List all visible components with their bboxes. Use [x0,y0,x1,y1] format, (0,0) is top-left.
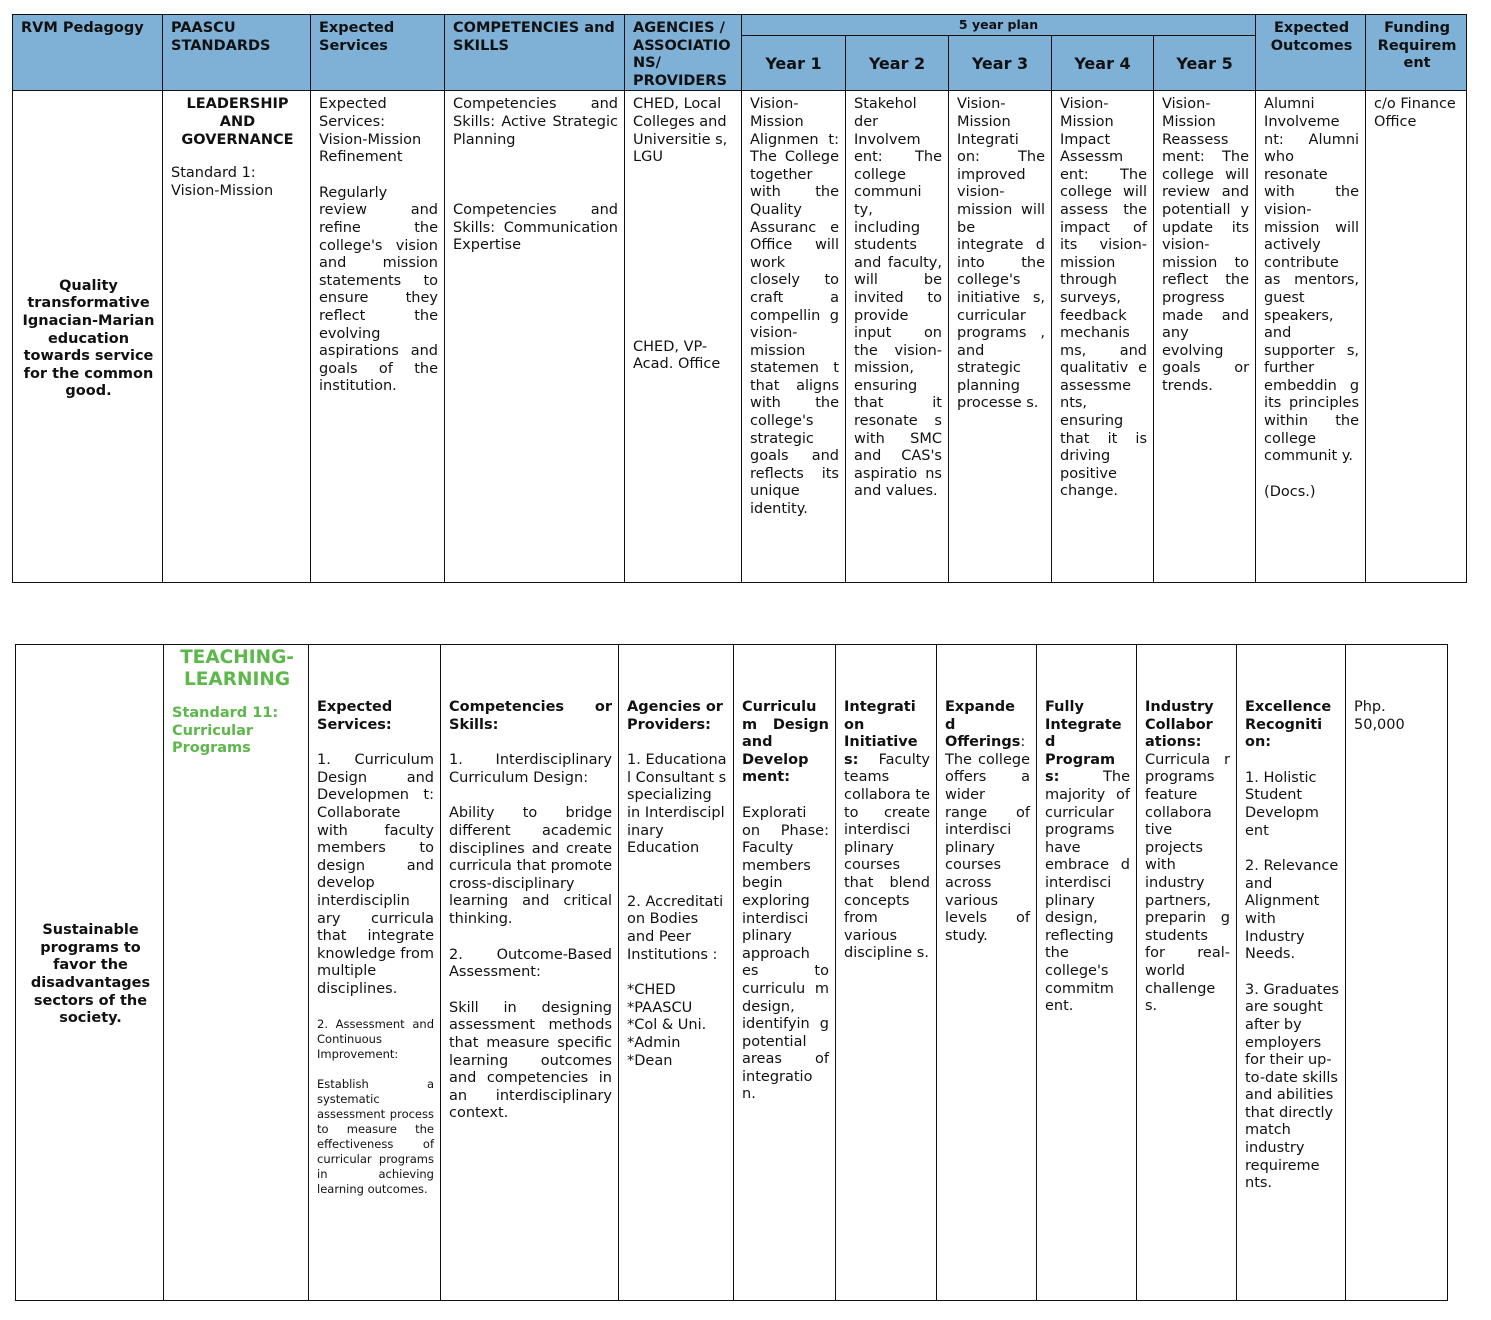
competency-1-desc: Ability to bridge different academic disciplines and create curricula that promote cross-disciplinary learning and critical thinking. [449,805,612,927]
competencies-cell [441,645,619,1301]
funding-cell: c/o Finance Office [1366,91,1467,583]
expected-services-cell [311,91,445,583]
header-5-year-plan: 5 year plan [742,15,1256,36]
header-year-2: Year 2 [846,36,949,91]
agencies-cell [619,645,734,1301]
year-3-heading: Expande d Offerings [945,699,1021,751]
rvm-pedagogy-cell: Quality transformative Ignacian-Marian education towards service for the common good. [13,91,163,583]
header-services: Expected Services [311,15,445,91]
year-5-heading: Industry Collabor ations: [1145,699,1214,751]
outcome-3: 3. Graduates are sought after by employers for their up-to-date skills and abilities that directly match industry requireme nts. [1245,981,1339,1192]
outcomes-heading: Excellence Recogniti on: [1245,699,1332,751]
year-4-cell: Vision-Mission Impact Assessm ent: The college will assess the impact of its vision-mission through surveys, feedback mechanis ms, and qualitativ e assessme nts, ensuring that it is driving positive change. [1052,91,1154,583]
services-heading: Expected Services: [317,699,393,733]
standard-subtitle: Standard 11: Curricular Programs [172,705,279,757]
services-item-1: 1. Curriculum Design and Developmen t: Collaborate with faculty members to design and develop interdisciplin ary curricula that integrate knowledge from multiple disciplines. [317,752,434,997]
year-3-cell [937,645,1037,1301]
funding-cell: Php. 50,000 [1346,645,1448,1301]
year-4-body: The majority of curricular programs have embrace d interdisci plinary design, reflecting the college's commitm ent. [1045,769,1130,1015]
rvm-pedagogy-cell: Sustainable programs to favor the disadvantages sectors of the society. [16,645,164,1301]
standard-title: TEACHING-LEARNING [180,647,294,690]
header-rvm: RVM Pedagogy [13,15,163,91]
header-competencies: COMPETENCIES and SKILLS [445,15,625,91]
header-year-3: Year 3 [949,36,1052,91]
paascu-standard-cell [163,91,311,583]
header-agencies: AGENCIES / ASSOCIATIO NS/ PROVIDERS [625,15,742,91]
competency-1: Competencies and Skills: Active Strategic Planning [453,96,618,148]
agencies-item-2: 2. Accreditati on Bodies and Peer Institutions : [627,893,724,963]
header-funding: Funding Requirem ent [1366,15,1467,91]
header-year-4: Year 4 [1052,36,1154,91]
agencies-heading: Agencies or Providers: [627,699,723,733]
year-4-heading: Fully Integrate d Program s: [1045,699,1122,786]
expected-services-cell [309,645,441,1301]
year-1-body: Explorati on Phase: Faculty members begin exploring interdisci plinary approach es to curriculu m design, identifyin g potential areas of integratio n. [742,804,829,1103]
outcomes-text: Alumni Involveme nt: Alumni who resonate with the vision-mission will actively contribute as mentors, guest speakers, and supporter s, further embeddin g its principles within the college communit y. [1264,96,1360,465]
plan-table-teaching [15,644,1448,1301]
agencies-list: *CHED *PAASCU *Col & Uni. *Admin *Dean [627,982,707,1069]
year-1-cell [734,645,836,1301]
competency-2: Competencies and Skills: Communication Expertise [453,202,618,254]
year-3-body: : The college offers a wider range of interdisci plinary courses across various levels of study. [945,734,1030,944]
agencies-item-1: 1. Educationa l Consultant s specializing in Interdiscipl inary Education [627,752,727,857]
outcome-1: 1. Holistic Student Developm ent [1245,769,1319,839]
year-5-body: Curricula r programs feature collabora tive projects with industry partners, preparin g students for real-world challenge s. [1145,751,1230,1015]
year-5-cell [1137,645,1237,1301]
expected-outcomes-cell [1237,645,1346,1301]
paascu-standard-cell [164,645,309,1301]
year-2-cell [836,645,937,1301]
year-2-heading: Integrati on Initiative s: [844,699,918,768]
competency-2-title: 2. Outcome-Based Assessment: [449,946,612,981]
teaching-row [16,645,1448,1301]
header-year-1: Year 1 [742,36,846,91]
competencies-cell [445,91,625,583]
outcome-2: 2. Relevance and Alignment with Industry Needs. [1245,858,1339,963]
agencies-1: CHED, Local Colleges and Universitie s, LGU [633,96,728,166]
outcomes-docs: (Docs.) [1264,483,1316,500]
year-4-cell [1037,645,1137,1301]
leadership-row [13,91,1467,583]
year-2-body: Faculty teams collabora te to create interdisci plinary courses that blend concepts from various discipline s. [844,751,930,962]
services-title: Expected Services: Vision-Mission Refinement [319,96,422,166]
year-5-cell: Vision-Mission Reassess ment: The college will review and potentiall y update its vision-mission to reflect the progress made and any evolving goals or trends. [1154,91,1256,583]
competency-2-desc: Skill in designing assessment methods that measure specific learning outcomes and competencies in an interdisciplinary context. [449,999,612,1122]
standard-title: LEADERSHIP AND GOVERNANCE [181,96,294,148]
year-1-heading: Curriculu m Design and Develop ment: [742,699,829,786]
services-description: Regularly review and refine the college's vision and mission statements to ensure they reflect the evolving aspirations and goals of the institution. [319,184,438,395]
agencies-cell [625,91,742,583]
header-paascu: PAASCU STANDARDS [163,15,311,91]
agencies-2: CHED, VP-Acad. Office [633,338,721,373]
expected-outcomes-cell [1256,91,1366,583]
competencies-heading: Competencies or Skills: [449,699,612,733]
year-1-cell: Vision-Mission Alignmen t: The College together with the Quality Assuranc e Office will work closely to craft a compellin g vision-mission statemen t that aligns with the college's strategic goals and reflects its unique identity. [742,91,846,583]
plan-table-leadership [12,14,1467,583]
year-3-cell: Vision-Mission Integrati on: The improved vision-mission will be integrate d into the college's initiative s, curricular programs , and strategic planning processe s. [949,91,1052,583]
header-outcomes: Expected Outcomes [1256,15,1366,91]
competency-1-title: 1. Interdisciplinary Curriculum Design: [449,752,612,786]
year-2-cell: Stakehol der Involvem ent: The college communi ty, including students and faculty, will be invited to provide input on the vision-mission, ensuring that it resonate s with SMC and CAS's aspiratio ns and values. [846,91,949,583]
header-row [13,15,1467,36]
services-item-2: 2. Assessment and Continuous Improvement: Establish a systematic assessment process to measure the effectiveness of curricular programs in achieving learning outcomes. [317,1016,434,1196]
standard-subtitle: Standard 1: Vision-Mission [171,165,274,199]
header-year-5: Year 5 [1154,36,1256,91]
